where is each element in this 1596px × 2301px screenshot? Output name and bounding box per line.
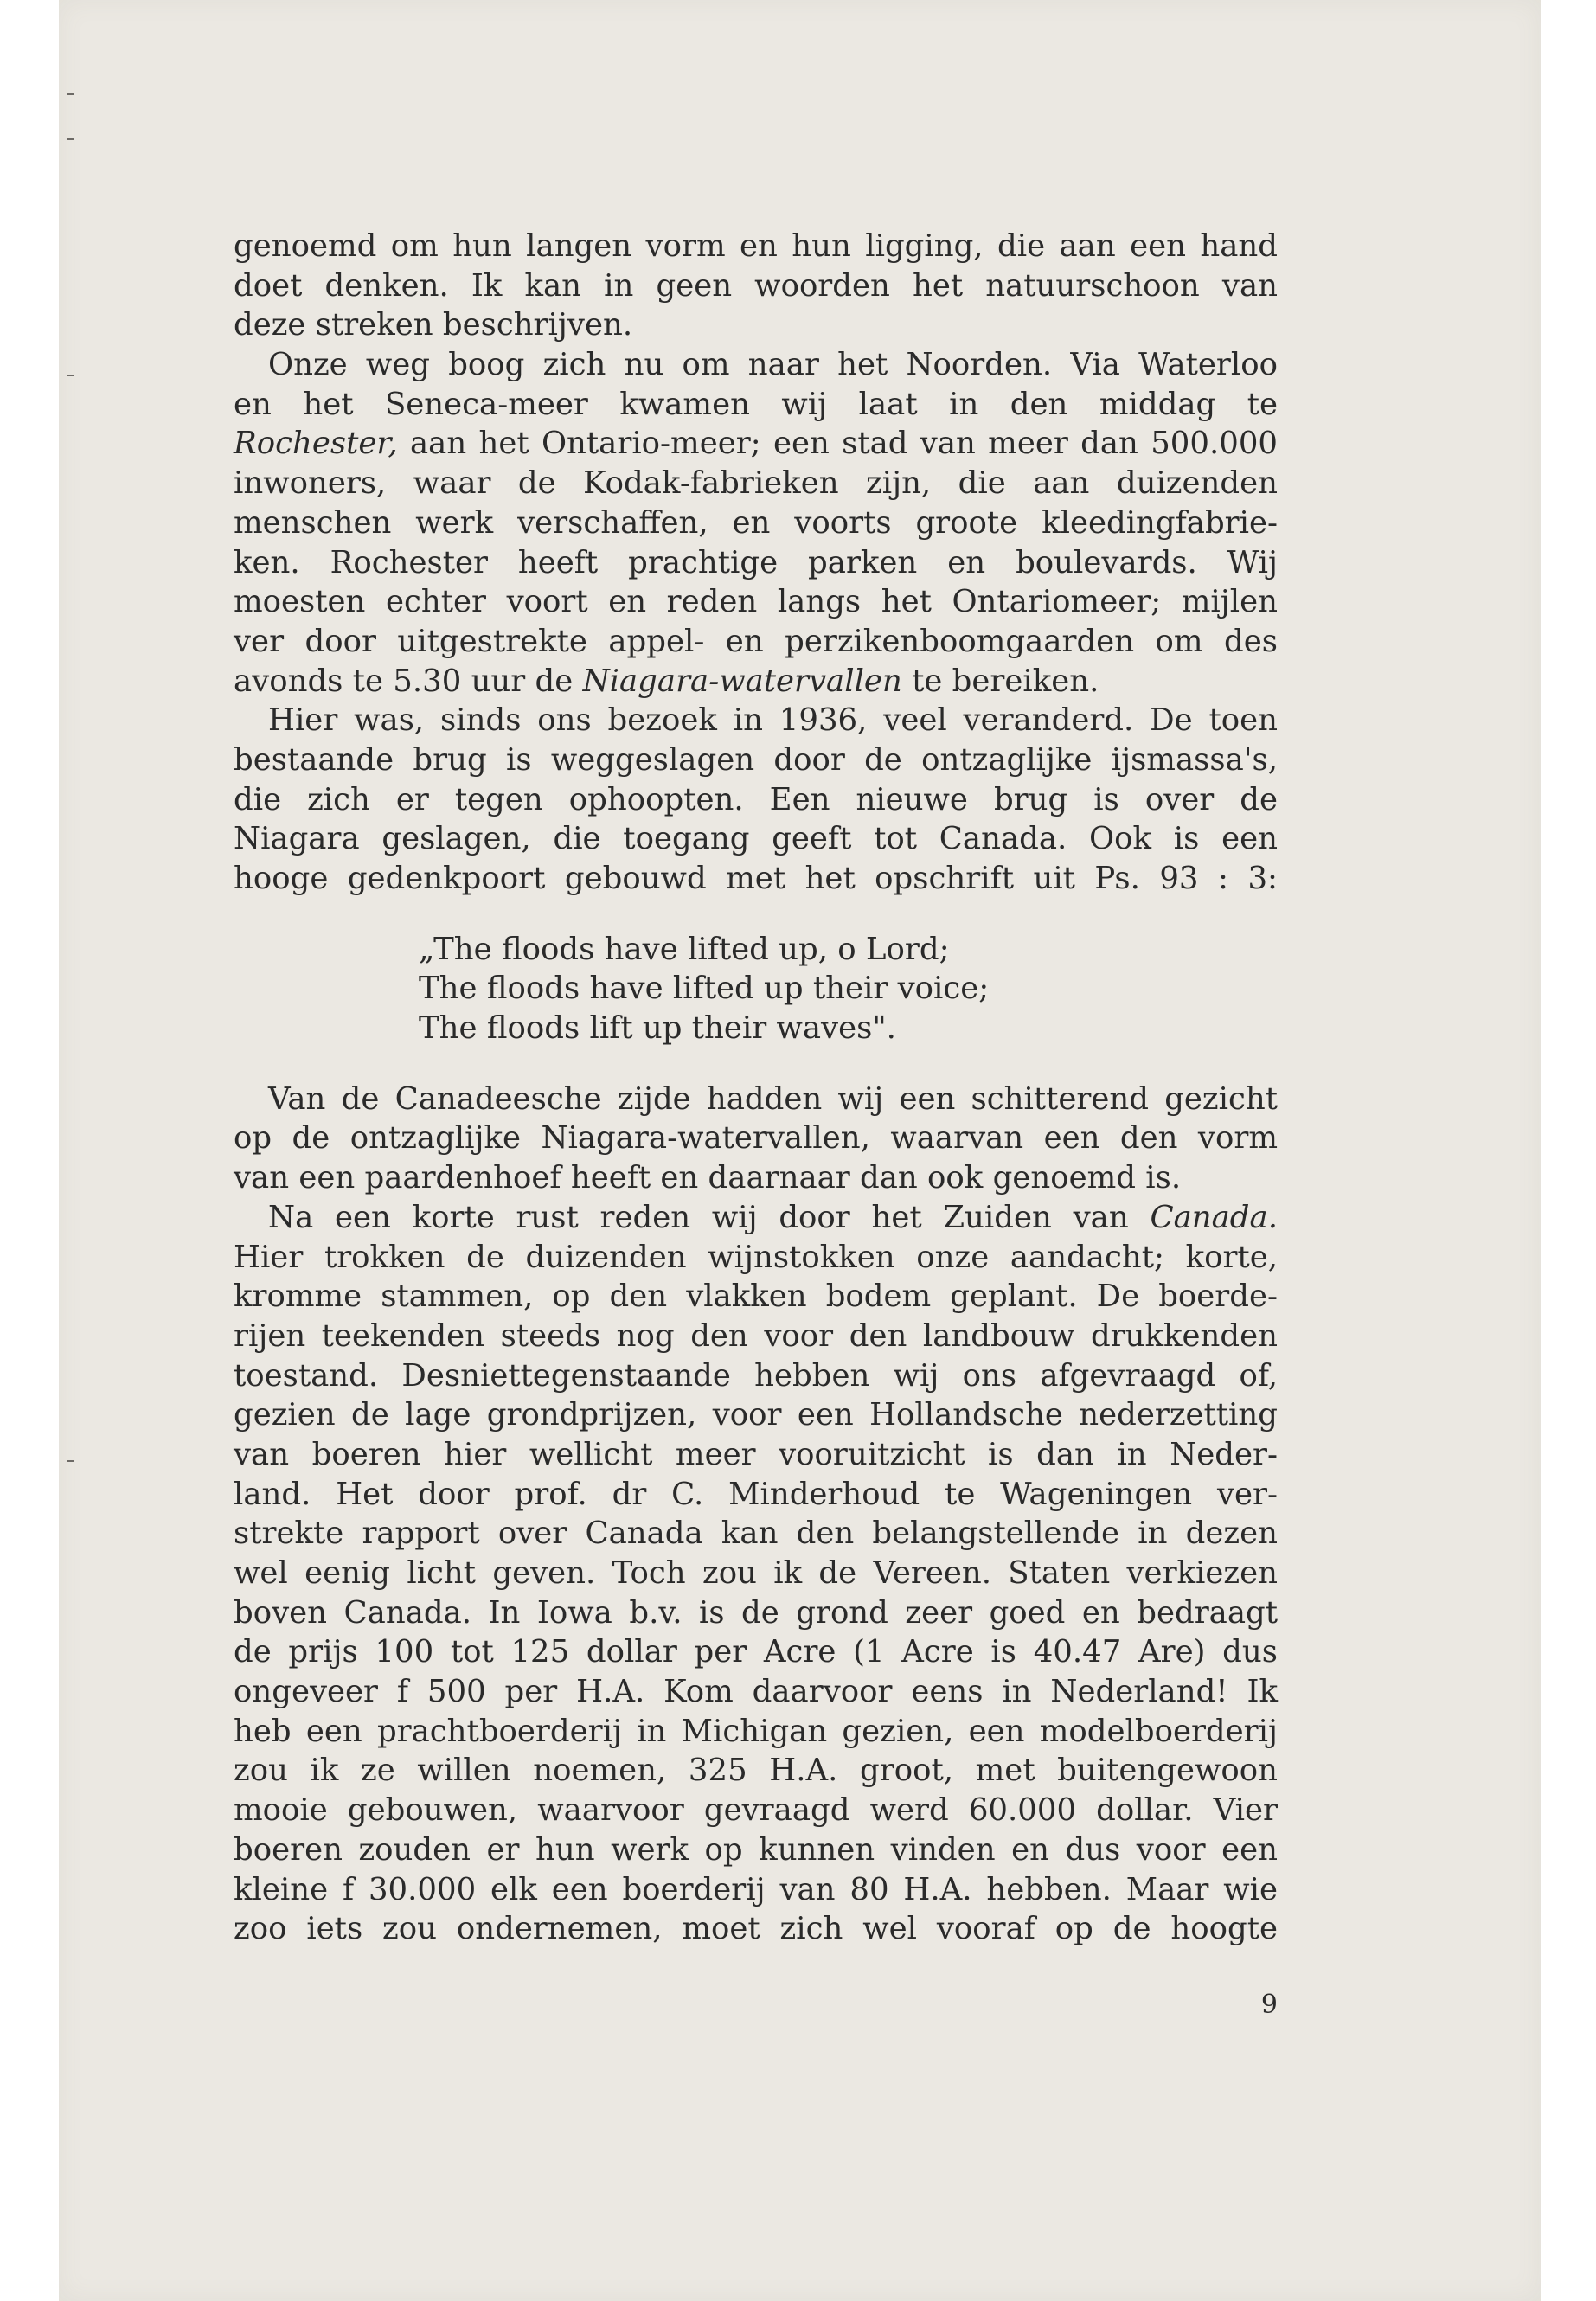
- text-line: ver door uitgestrekte appel- en perzikenboomgaarden om des: [234, 623, 1278, 659]
- edge-mark: [67, 93, 74, 95]
- text-line: Van de Canadeesche zijde hadden wij een schitterend gezicht: [268, 1080, 1278, 1117]
- text-line: Hier was, sinds ons bezoek in 1936, veel veranderd. De toen: [268, 702, 1278, 739]
- text-line: op de ontzaglijke Niagara-watervallen, waarvan een den vorm: [234, 1120, 1278, 1157]
- text-line: deze streken beschrijven.: [234, 307, 633, 343]
- paragraph: [234, 1080, 1278, 1198]
- spacer: [234, 899, 1278, 930]
- text-fragment: te bereiken.: [912, 663, 1099, 699]
- text-line: toestand. Desniettegenstaande hebben wij ons afgevraagd of,: [234, 1357, 1278, 1394]
- paragraph: [234, 227, 1278, 345]
- text-line: doet denken. Ik kan in geen woorden het natuurschoon van: [234, 267, 1278, 304]
- text-line: menschen werk verschaffen, en voorts groote kleedingfabrie-: [234, 504, 1278, 541]
- verse-quote: [419, 930, 1278, 1048]
- page-number: 9: [1260, 1990, 1278, 2020]
- text-column: [234, 227, 1278, 1949]
- text-line: strekte rapport over Canada kan den belangstellende in dezen: [234, 1516, 1278, 1552]
- verse-line: The floods have lifted up their voice;: [419, 971, 990, 1007]
- text-line: [234, 424, 1278, 464]
- text-line: ongeveer f 500 per H.A. Kom daarvoor eens in Nederland! Ik: [234, 1674, 1278, 1710]
- text-line: rijen teekenden steeds nog den voor den landbouw drukkenden: [234, 1317, 1278, 1354]
- verse-line: „The floods have lifted up, o Lord;: [419, 931, 950, 967]
- text-line: mooie gebouwen, waarvoor gevraagd werd 60.000 dollar. Vier: [234, 1792, 1278, 1829]
- text-line: gezien de lage grondprijzen, voor een Hollandsche nederzetting: [234, 1397, 1278, 1433]
- text-line: inwoners, waar de Kodak-fabrieken zijn, die aan duizenden: [234, 465, 1278, 502]
- text-line: kleine f 30.000 elk een boerderij van 80 H.A. hebben. Maar wie: [234, 1871, 1278, 1907]
- text-line: genoemd om hun langen vorm en hun ligging, die aan een hand: [234, 228, 1278, 264]
- text-line: boeren zouden er hun werk op kunnen vinden en dus voor een: [234, 1831, 1278, 1868]
- text-line: Niagara geslagen, die toegang geeft tot Canada. Ook is een: [234, 821, 1278, 857]
- text-line: [234, 662, 1278, 702]
- text-line: van een paardenhoef heeft en daarnaar dan ook genoemd is.: [234, 1160, 1182, 1196]
- text-line: boven Canada. In Iowa b.v. is de grond zeer goed en bedraagt: [234, 1594, 1278, 1631]
- verse-line: The floods lift up their waves".: [419, 1010, 896, 1047]
- text-line: van boeren hier wellicht meer vooruitzicht is dan in Neder-: [234, 1436, 1278, 1472]
- italic-place-name: Niagara-watervallen: [582, 663, 902, 699]
- text-line: zoo iets zou ondernemen, moet zich wel vooraf op de hoogte: [234, 1911, 1278, 1947]
- text-line: die zich er tegen ophoopten. Een nieuwe brug is over de: [234, 781, 1278, 817]
- italic-place-name: Canada.: [1150, 1199, 1278, 1235]
- text-line: ken. Rochester heeft prachtige parken en boulevards. Wij: [234, 544, 1278, 580]
- text-line: moesten echter voort en reden langs het Ontariomeer; mijlen: [234, 584, 1278, 620]
- text-line: de prijs 100 tot 125 dollar per Acre (1 Acre is 40.47 Are) dus: [234, 1634, 1278, 1670]
- paragraph: [234, 1198, 1278, 1949]
- text-line: wel eenig licht geven. Toch zou ik de Vereen. Staten verkiezen: [234, 1555, 1278, 1591]
- edge-mark: [67, 138, 74, 140]
- text-fragment: aan het Ontario-meer; een stad van meer dan 500.000: [410, 426, 1278, 462]
- edge-mark: [67, 1460, 74, 1462]
- text-line: land. Het door prof. dr C. Minderhoud te Wageningen ver-: [234, 1476, 1278, 1512]
- text-line: hooge gedenkpoort gebouwd met het opschrift uit Ps. 93 : 3:: [234, 861, 1278, 896]
- text-line: en het Seneca-meer kwamen wij laat in den middag te: [234, 386, 1278, 422]
- text-line: Onze weg boog zich nu om naar het Noorden. Via Waterloo: [268, 347, 1278, 383]
- paragraph: [234, 701, 1278, 898]
- paragraph: [234, 345, 1278, 701]
- text-line: kromme stammen, op den vlakken bodem geplant. De boerde-: [234, 1279, 1278, 1315]
- text-line: zou ik ze willen noemen, 325 H.A. groot, met buitengewoon: [234, 1753, 1278, 1789]
- text-line: heb een prachtboerderij in Michigan gezien, een modelboerderij: [234, 1713, 1278, 1749]
- italic-place-name: Rochester,: [234, 426, 398, 462]
- text-fragment: Na een korte rust reden wij door het Zuiden van: [268, 1199, 1129, 1235]
- text-line: Hier trokken de duizenden wijnstokken onze aandacht; korte,: [234, 1239, 1278, 1275]
- edge-mark: [67, 375, 74, 376]
- text-line: [234, 1198, 1278, 1238]
- text-line: bestaande brug is weggeslagen door de ontzaglijke ijsmassa's,: [234, 741, 1278, 778]
- text-fragment: avonds te 5.30 uur de: [234, 663, 574, 699]
- spacer: [234, 1048, 1278, 1080]
